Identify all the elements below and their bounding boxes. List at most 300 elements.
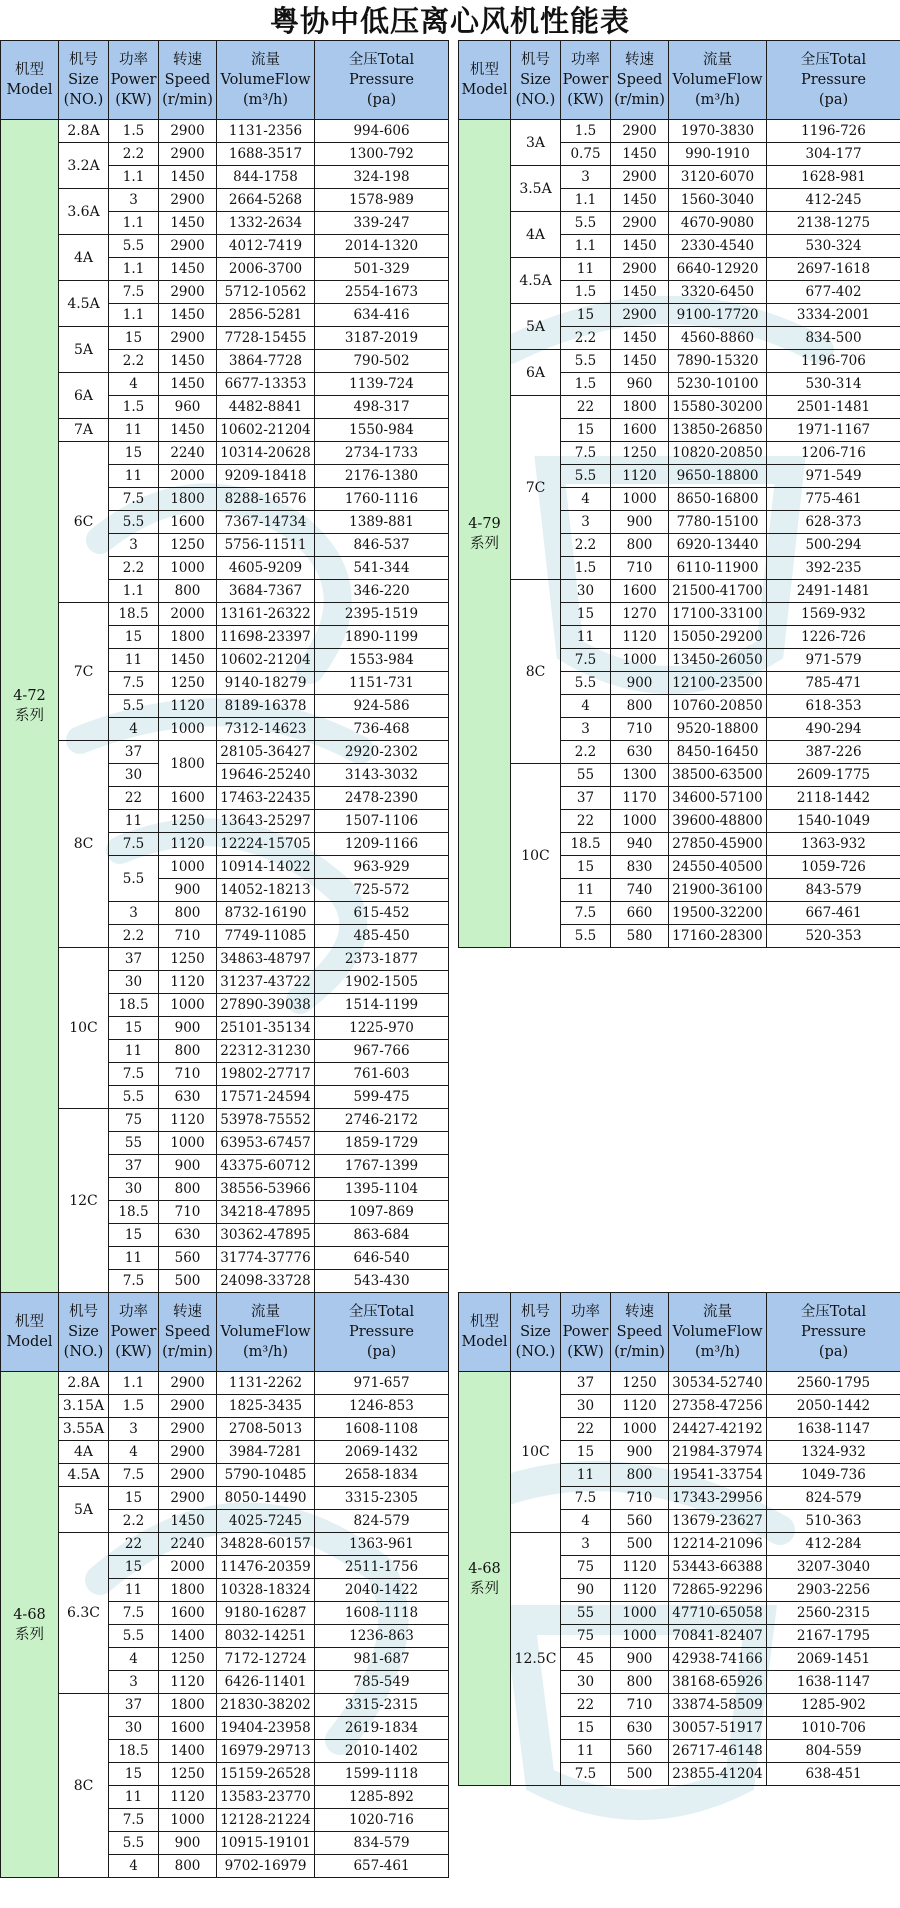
pressure-cell: 2478-2390 (315, 787, 449, 810)
power-cell: 15 (109, 626, 159, 649)
header-line: 机型 (470, 62, 499, 78)
speed-cell: 2900 (159, 1487, 217, 1510)
power-cell: 11 (109, 649, 159, 672)
flow-cell: 8650-16800 (669, 488, 767, 511)
table-row (459, 764, 900, 787)
column-header-model (1, 1293, 59, 1372)
power-cell: 4 (561, 1510, 611, 1533)
speed-cell: 1000 (611, 1602, 669, 1625)
power-cell: 1.1 (109, 304, 159, 327)
flow-cell: 33874-58509 (669, 1694, 767, 1717)
pressure-cell: 2138-1275 (767, 212, 900, 235)
speed-cell: 2240 (159, 1533, 217, 1556)
flow-cell: 17160-28300 (669, 925, 767, 948)
flow-cell: 47710-65058 (669, 1602, 767, 1625)
speed-cell: 1450 (611, 143, 669, 166)
flow-cell: 2856-5281 (217, 304, 315, 327)
pressure-cell: 1246-853 (315, 1395, 449, 1418)
flow-cell: 12100-23500 (669, 672, 767, 695)
power-cell: 5.5 (109, 1086, 159, 1109)
model-cell (1, 120, 59, 1293)
flow-cell: 12224-15705 (217, 833, 315, 856)
power-cell: 7.5 (109, 1809, 159, 1832)
speed-cell: 2000 (159, 603, 217, 626)
pressure-cell: 3187-2019 (315, 327, 449, 350)
power-cell: 1.1 (109, 580, 159, 603)
table-row (459, 166, 900, 189)
flow-cell: 2006-3700 (217, 258, 315, 281)
header-line: VolumeFlow (220, 72, 311, 88)
header-line: VolumeFlow (672, 1324, 763, 1340)
header-line: (NO.) (63, 1344, 104, 1360)
speed-cell: 800 (611, 534, 669, 557)
flow-cell: 5230-10100 (669, 373, 767, 396)
power-cell: 5.5 (561, 212, 611, 235)
pressure-cell: 994-606 (315, 120, 449, 143)
pressure-cell: 387-226 (767, 741, 900, 764)
speed-cell: 1170 (611, 787, 669, 810)
pressure-cell: 1049-736 (767, 1464, 900, 1487)
pressure-cell: 543-430 (315, 1270, 449, 1293)
speed-cell: 2240 (159, 442, 217, 465)
power-cell: 5.5 (109, 1832, 159, 1855)
table-row (1, 235, 449, 258)
column-header-model (459, 1293, 511, 1372)
power-cell: 7.5 (109, 281, 159, 304)
power-cell: 90 (561, 1579, 611, 1602)
flow-cell: 30534-52740 (669, 1372, 767, 1395)
speed-cell: 1120 (159, 1786, 217, 1809)
flow-cell: 8288-16576 (217, 488, 315, 511)
speed-cell: 900 (159, 1017, 217, 1040)
header-line: (m³/h) (694, 92, 741, 108)
power-cell: 0.75 (561, 143, 611, 166)
speed-cell: 710 (611, 1694, 669, 1717)
power-cell: 4 (561, 695, 611, 718)
power-cell: 11 (561, 626, 611, 649)
speed-cell: 1600 (159, 1602, 217, 1625)
speed-cell: 1450 (159, 1510, 217, 1533)
power-cell: 55 (109, 1132, 159, 1155)
size-cell: 8C (59, 1694, 109, 1878)
header-line: 全压Total (800, 52, 867, 68)
flow-cell: 38168-65926 (669, 1671, 767, 1694)
power-cell: 4 (109, 1441, 159, 1464)
speed-cell: 1450 (159, 304, 217, 327)
size-cell: 6A (511, 350, 561, 396)
speed-cell: 900 (611, 511, 669, 534)
flow-cell: 6426-11401 (217, 1671, 315, 1694)
flow-cell: 19646-25240 (217, 764, 315, 787)
power-cell: 2.2 (561, 741, 611, 764)
speed-cell: 1600 (611, 580, 669, 603)
power-cell: 7.5 (561, 1487, 611, 1510)
speed-cell: 630 (159, 1086, 217, 1109)
column-header-power (561, 1293, 611, 1372)
pressure-cell: 1196-726 (767, 120, 900, 143)
pressure-cell: 2491-1481 (767, 580, 900, 603)
power-cell: 18.5 (109, 1201, 159, 1224)
header-line: (NO.) (63, 92, 104, 108)
column-header-speed (611, 1293, 669, 1372)
speed-cell: 1120 (159, 1671, 217, 1694)
power-cell: 15 (561, 419, 611, 442)
power-cell: 7.5 (109, 1602, 159, 1625)
flow-cell: 17100-33100 (669, 603, 767, 626)
pressure-cell: 1902-1505 (315, 971, 449, 994)
flow-cell: 3684-7367 (217, 580, 315, 603)
pressure-cell: 2069-1451 (767, 1648, 900, 1671)
speed-cell: 710 (611, 557, 669, 580)
flow-cell: 19541-33754 (669, 1464, 767, 1487)
flow-cell: 7749-11085 (217, 925, 315, 948)
pressure-cell: 971-549 (767, 465, 900, 488)
header-line: 机号 (521, 1304, 550, 1320)
pressure-cell: 824-579 (767, 1487, 900, 1510)
speed-cell: 2900 (611, 120, 669, 143)
speed-cell: 2900 (159, 327, 217, 350)
pressure-cell: 1608-1118 (315, 1602, 449, 1625)
pressure-cell: 2511-1756 (315, 1556, 449, 1579)
flow-cell: 8032-14251 (217, 1625, 315, 1648)
size-cell: 3A (511, 120, 561, 166)
flow-cell: 9209-18418 (217, 465, 315, 488)
table-row (1, 442, 449, 465)
header-line: Pressure (800, 1324, 866, 1340)
power-cell: 11 (109, 1040, 159, 1063)
pressure-cell: 2903-2256 (767, 1579, 900, 1602)
power-cell: 11 (561, 258, 611, 281)
speed-cell: 1000 (611, 1625, 669, 1648)
header-line: 流量 (703, 1304, 732, 1320)
speed-cell: 1120 (611, 626, 669, 649)
flow-cell: 9650-18800 (669, 465, 767, 488)
speed-cell: 900 (159, 879, 217, 902)
speed-cell: 2900 (159, 120, 217, 143)
flow-cell: 22312-31230 (217, 1040, 315, 1063)
header-line: 4-68 (13, 1606, 46, 1623)
power-cell: 1.5 (109, 396, 159, 419)
size-cell: 7C (59, 603, 109, 741)
header-line: (KW) (567, 92, 604, 108)
power-cell: 11 (109, 1579, 159, 1602)
header-line: 转速 (625, 52, 654, 68)
speed-cell: 1600 (159, 787, 217, 810)
power-cell: 7.5 (109, 1063, 159, 1086)
power-cell: 3 (561, 1533, 611, 1556)
table-row (1, 948, 449, 971)
flow-cell: 11476-20359 (217, 1556, 315, 1579)
speed-cell: 2900 (611, 166, 669, 189)
flow-cell: 17463-22435 (217, 787, 315, 810)
flow-cell: 53443-66388 (669, 1556, 767, 1579)
speed-cell: 710 (159, 1063, 217, 1086)
header-line: (pa) (366, 1344, 397, 1360)
pressure-cell: 1569-932 (767, 603, 900, 626)
flow-cell: 2664-5268 (217, 189, 315, 212)
pressure-cell: 1550-984 (315, 419, 449, 442)
speed-cell: 1000 (159, 856, 217, 879)
power-cell: 15 (561, 304, 611, 327)
speed-cell: 1000 (159, 994, 217, 1017)
header-row (1, 1293, 449, 1372)
flow-cell: 12214-21096 (669, 1533, 767, 1556)
power-cell: 2.2 (109, 143, 159, 166)
flow-cell: 21900-36100 (669, 879, 767, 902)
power-cell: 5.5 (109, 511, 159, 534)
size-cell: 5A (59, 327, 109, 373)
speed-cell: 1800 (159, 741, 217, 787)
flow-cell: 30362-47895 (217, 1224, 315, 1247)
flow-cell: 17343-29956 (669, 1487, 767, 1510)
table-row (459, 304, 900, 327)
header-line: (r/min) (162, 92, 213, 108)
speed-cell: 1250 (611, 442, 669, 465)
speed-cell: 1250 (159, 810, 217, 833)
speed-cell: 2900 (611, 304, 669, 327)
flow-cell: 10914-14022 (217, 856, 315, 879)
column-header-model (459, 41, 511, 120)
header-line: 功率 (119, 1304, 148, 1320)
header-line: Size (68, 1324, 99, 1340)
flow-cell: 3320-6450 (669, 281, 767, 304)
speed-cell: 2900 (159, 1441, 217, 1464)
power-cell: 22 (109, 787, 159, 810)
pressure-cell: 1363-961 (315, 1533, 449, 1556)
speed-cell: 960 (611, 373, 669, 396)
speed-cell: 2900 (159, 189, 217, 212)
speed-cell: 1250 (159, 948, 217, 971)
pressure-cell: 324-198 (315, 166, 449, 189)
speed-cell: 2900 (159, 143, 217, 166)
size-cell: 12C (59, 1109, 109, 1293)
pressure-cell: 1638-1147 (767, 1418, 900, 1441)
column-header-power (109, 1293, 159, 1372)
model-cell (1, 1372, 59, 1878)
pressure-cell: 339-247 (315, 212, 449, 235)
header-line: 机号 (69, 52, 98, 68)
speed-cell: 1120 (159, 971, 217, 994)
pressure-cell: 1638-1147 (767, 1671, 900, 1694)
power-cell: 37 (109, 1155, 159, 1178)
pressure-cell: 2014-1320 (315, 235, 449, 258)
speed-cell: 1800 (159, 626, 217, 649)
pressure-cell: 1139-724 (315, 373, 449, 396)
flow-cell: 19802-27717 (217, 1063, 315, 1086)
pressure-cell: 2501-1481 (767, 396, 900, 419)
header-line: Size (520, 1324, 551, 1340)
speed-cell: 740 (611, 879, 669, 902)
performance-table-4-68 (0, 1292, 449, 1878)
flow-cell: 31237-43722 (217, 971, 315, 994)
power-cell: 15 (109, 1487, 159, 1510)
pressure-cell: 2609-1775 (767, 764, 900, 787)
pressure-cell: 863-684 (315, 1224, 449, 1247)
header-line: (KW) (115, 1344, 152, 1360)
power-cell: 30 (109, 1178, 159, 1201)
flow-cell: 13161-26322 (217, 603, 315, 626)
power-cell: 15 (109, 1763, 159, 1786)
pressure-cell: 304-177 (767, 143, 900, 166)
speed-cell: 1450 (611, 281, 669, 304)
table-row (1, 603, 449, 626)
table-row (1, 1694, 449, 1717)
speed-cell: 1450 (159, 373, 217, 396)
power-cell: 15 (561, 1441, 611, 1464)
table-row (459, 1372, 900, 1395)
speed-cell: 1250 (159, 1648, 217, 1671)
power-cell: 11 (561, 879, 611, 902)
speed-cell: 2000 (159, 465, 217, 488)
flow-cell: 10915-19101 (217, 1832, 315, 1855)
size-cell: 4A (511, 212, 561, 258)
power-cell: 7.5 (109, 672, 159, 695)
power-cell: 5.5 (561, 465, 611, 488)
table-row (1, 373, 449, 396)
flow-cell: 12128-21224 (217, 1809, 315, 1832)
flow-cell: 9520-18800 (669, 718, 767, 741)
column-header-speed (159, 41, 217, 120)
speed-cell: 710 (611, 1487, 669, 1510)
pressure-cell: 2010-1402 (315, 1740, 449, 1763)
header-line: 流量 (251, 1304, 280, 1320)
header-line: (NO.) (515, 92, 556, 108)
power-cell: 55 (561, 764, 611, 787)
pressure-cell: 846-537 (315, 534, 449, 557)
pressure-cell: 1553-984 (315, 649, 449, 672)
header-row (459, 41, 900, 120)
size-cell: 2.8A (59, 1372, 109, 1395)
flow-cell: 14052-18213 (217, 879, 315, 902)
speed-cell: 1600 (611, 419, 669, 442)
flow-cell: 16979-29713 (217, 1740, 315, 1763)
header-line: 转速 (625, 1304, 654, 1320)
pressure-cell: 2118-1442 (767, 787, 900, 810)
speed-cell: 1120 (159, 695, 217, 718)
flow-cell: 7312-14623 (217, 718, 315, 741)
flow-cell: 8450-16450 (669, 741, 767, 764)
column-header-speed (159, 1293, 217, 1372)
header-line: Model (461, 82, 508, 98)
header-line: Pressure (800, 72, 866, 88)
speed-cell: 830 (611, 856, 669, 879)
pressure-cell: 628-373 (767, 511, 900, 534)
flow-cell: 6110-11900 (669, 557, 767, 580)
header-line: Power (110, 72, 157, 88)
flow-cell: 63953-67457 (217, 1132, 315, 1155)
flow-cell: 30057-51917 (669, 1717, 767, 1740)
header-line: 功率 (571, 52, 600, 68)
flow-cell: 21500-41700 (669, 580, 767, 603)
power-cell: 30 (561, 1395, 611, 1418)
flow-cell: 34863-48797 (217, 948, 315, 971)
header-line: VolumeFlow (220, 1324, 311, 1340)
speed-cell: 2900 (159, 235, 217, 258)
size-cell: 4A (59, 235, 109, 281)
pressure-cell: 1395-1104 (315, 1178, 449, 1201)
speed-cell: 1800 (159, 1579, 217, 1602)
power-cell: 37 (561, 787, 611, 810)
header-line: Power (562, 1324, 609, 1340)
header-line: Size (520, 72, 551, 88)
pressure-cell: 3207-3040 (767, 1556, 900, 1579)
speed-cell: 1120 (611, 1556, 669, 1579)
column-header-speed (611, 41, 669, 120)
pressure-cell: 1226-726 (767, 626, 900, 649)
power-cell: 5.5 (561, 350, 611, 373)
pressure-cell: 618-353 (767, 695, 900, 718)
pressure-cell: 775-461 (767, 488, 900, 511)
flow-cell: 10328-18324 (217, 1579, 315, 1602)
size-cell: 10C (59, 948, 109, 1109)
speed-cell: 1250 (611, 1372, 669, 1395)
speed-cell: 2900 (159, 1418, 217, 1441)
speed-cell: 800 (611, 1464, 669, 1487)
flow-cell: 1131-2262 (217, 1372, 315, 1395)
flow-cell: 4012-7419 (217, 235, 315, 258)
speed-cell: 1250 (159, 534, 217, 557)
power-cell: 7.5 (561, 649, 611, 672)
header-line: 系列 (15, 708, 44, 724)
power-cell: 4 (561, 488, 611, 511)
column-header-pressure (767, 41, 900, 120)
header-line: 系列 (15, 1626, 44, 1643)
pressure-cell: 485-450 (315, 925, 449, 948)
speed-cell: 630 (611, 1717, 669, 1740)
flow-cell: 38556-53966 (217, 1178, 315, 1201)
header-line: 机型 (470, 1314, 499, 1330)
pressure-cell: 1300-792 (315, 143, 449, 166)
flow-cell: 34218-47895 (217, 1201, 315, 1224)
power-cell: 1.5 (561, 373, 611, 396)
header-line: (m³/h) (242, 1344, 289, 1360)
speed-cell: 900 (159, 1832, 217, 1855)
power-cell: 15 (109, 1224, 159, 1247)
pressure-cell: 657-461 (315, 1855, 449, 1878)
power-cell: 2.2 (109, 925, 159, 948)
table-row (1, 1464, 449, 1487)
header-line: (r/min) (614, 1344, 665, 1360)
pressure-cell: 1059-726 (767, 856, 900, 879)
pressure-cell: 2373-1877 (315, 948, 449, 971)
speed-cell: 1120 (611, 1395, 669, 1418)
power-cell: 18.5 (109, 1740, 159, 1763)
header-line: 流量 (251, 52, 280, 68)
pressure-cell: 2560-1795 (767, 1372, 900, 1395)
header-line: Model (6, 1334, 53, 1350)
flow-cell: 10602-21204 (217, 419, 315, 442)
pressure-cell: 3315-2315 (315, 1694, 449, 1717)
flow-cell: 4482-8841 (217, 396, 315, 419)
flow-cell: 7728-15455 (217, 327, 315, 350)
pressure-cell: 2176-1380 (315, 465, 449, 488)
flow-cell: 5712-10562 (217, 281, 315, 304)
flow-cell: 13679-23627 (669, 1510, 767, 1533)
flow-cell: 8050-14490 (217, 1487, 315, 1510)
pressure-cell: 785-549 (315, 1671, 449, 1694)
speed-cell: 800 (159, 1855, 217, 1878)
power-cell: 4 (109, 1855, 159, 1878)
power-cell: 1.5 (561, 281, 611, 304)
speed-cell: 800 (611, 695, 669, 718)
flow-cell: 1131-2356 (217, 120, 315, 143)
flow-cell: 3120-6070 (669, 166, 767, 189)
power-cell: 7.5 (561, 902, 611, 925)
speed-cell: 1450 (159, 419, 217, 442)
power-cell: 22 (561, 1694, 611, 1717)
column-header-size (511, 41, 561, 120)
flow-cell: 26717-46148 (669, 1740, 767, 1763)
